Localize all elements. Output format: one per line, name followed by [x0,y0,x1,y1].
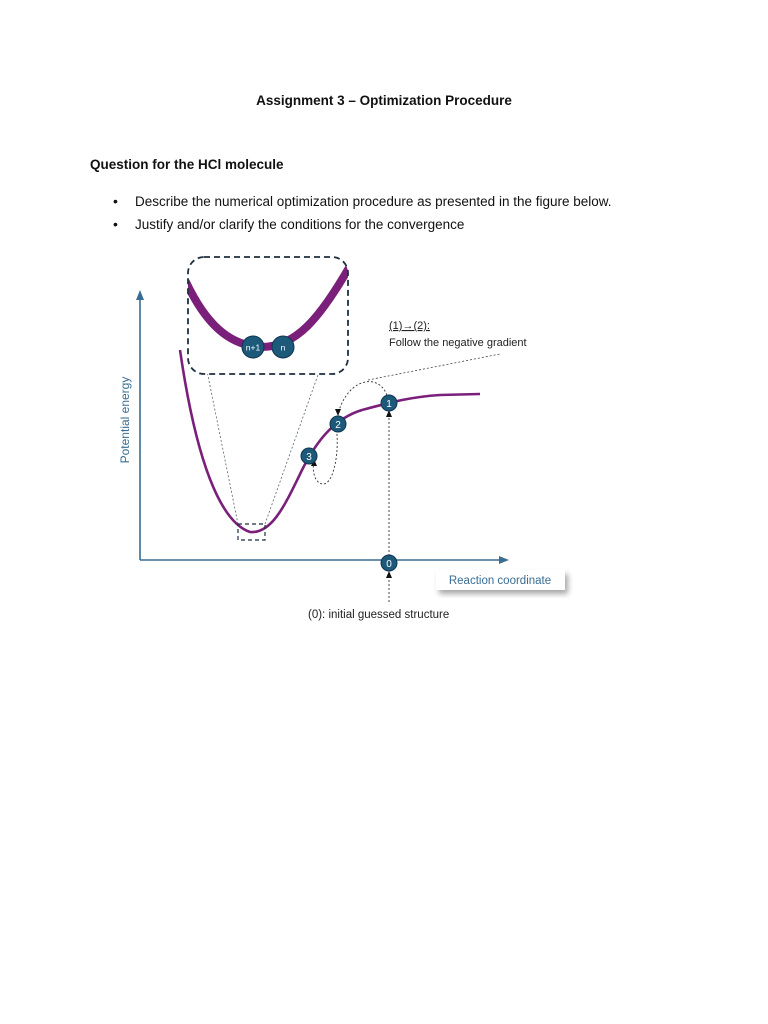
x-axis-label: Reaction coordinate [448,575,552,587]
y-axis-arrowhead [136,290,144,300]
marker-n-label: n [280,342,286,353]
marker-3-label: 3 [306,452,312,463]
step-arrow-1-to-2-head [335,409,341,416]
initial-label-arrowhead [386,571,392,578]
potential-energy-curve [180,350,480,532]
step-annotation-text: Follow the negative gradient [389,337,527,349]
marker-n-plus-1-label: n+1 [245,342,261,353]
annotation-leader-line [368,354,500,380]
bullet-item: • Justify and/or clarify the conditions for the convergence [113,213,612,236]
question-heading: Question for the HCl molecule [90,157,284,172]
initial-structure-label: (0): initial guessed structure [308,609,450,621]
page-title: Assignment 3 – Optimization Procedure [256,93,512,108]
step-annotation-heading: (1)→(2): [389,320,430,332]
marker-2-label: 2 [335,420,341,431]
inset-zoom-panel [186,257,350,374]
bullet-item: • Describe the numerical optimization procedure as presented in the figure below. [113,190,612,213]
y-axis-label: Potential energy [118,376,132,464]
x-axis-arrowhead [499,556,509,564]
marker-1-label: 1 [386,399,392,410]
marker-0-label: 0 [386,559,392,570]
